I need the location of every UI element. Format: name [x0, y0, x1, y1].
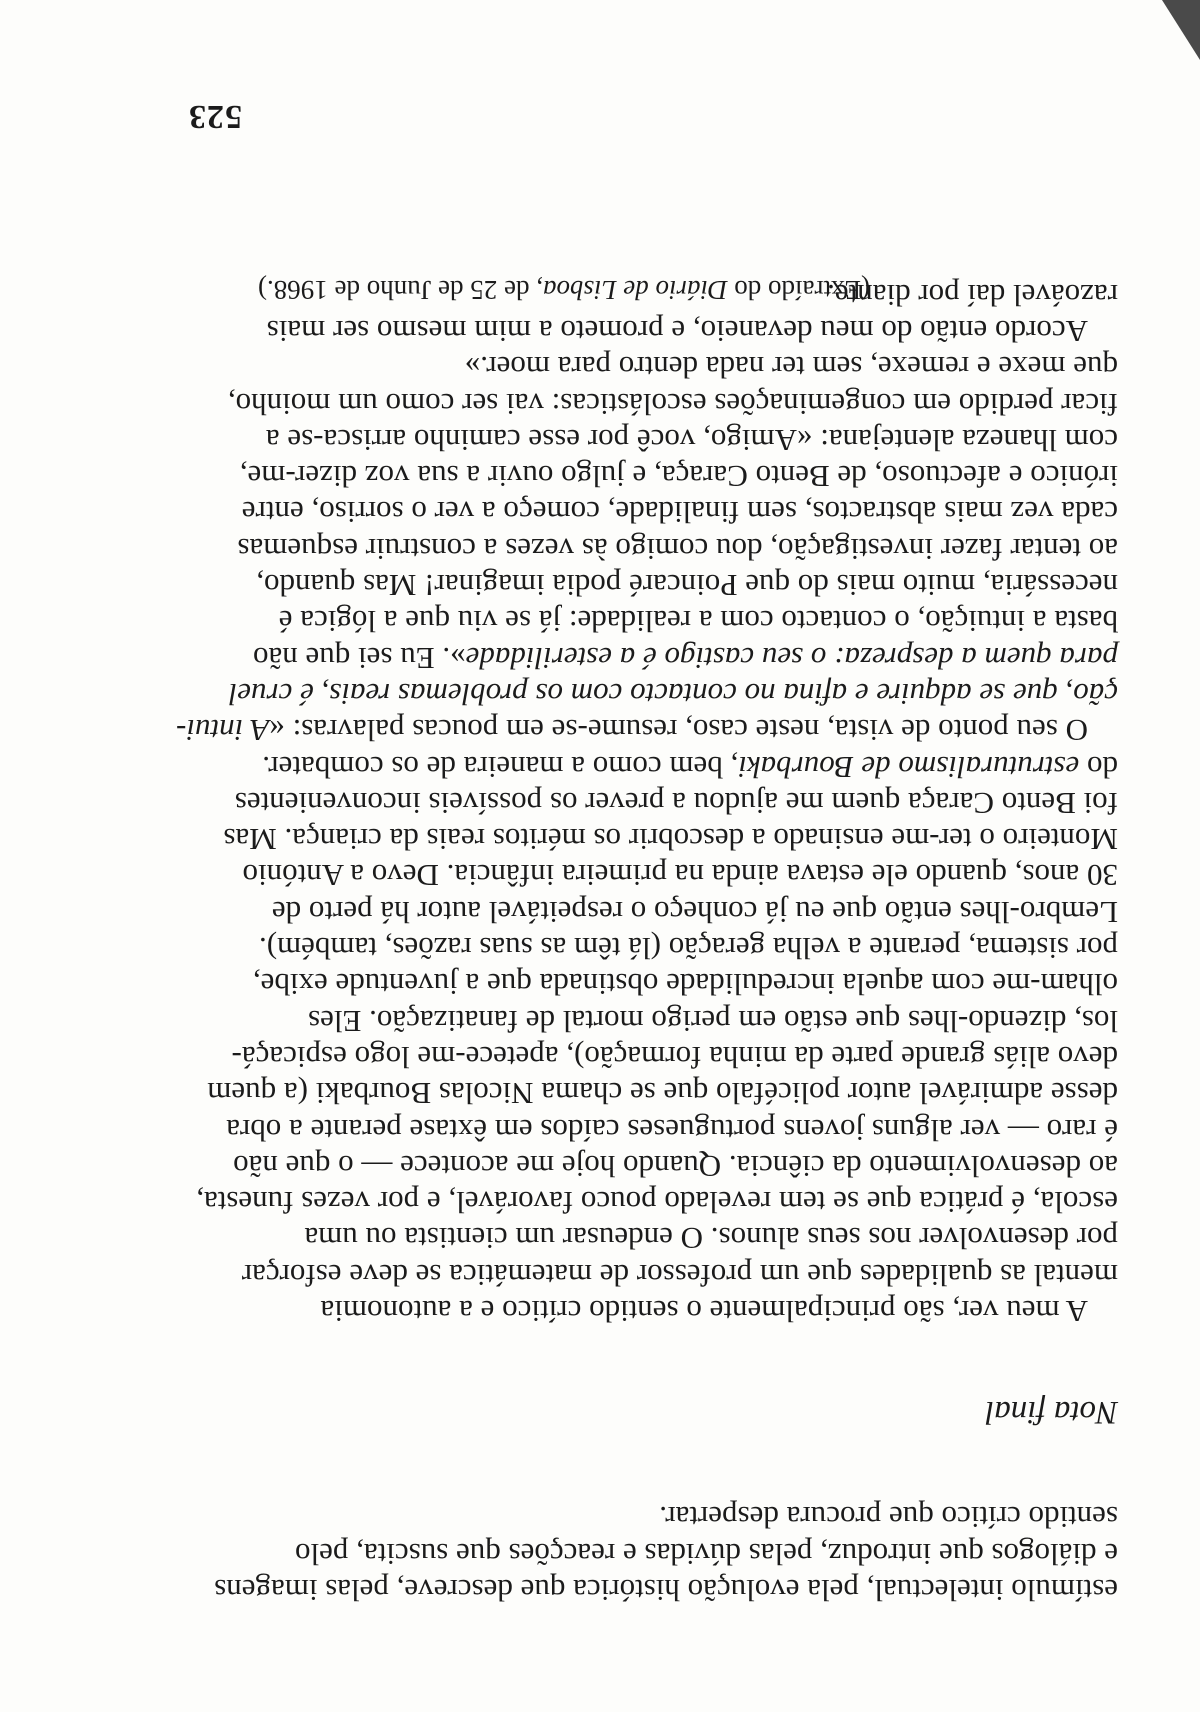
- text-line: Acordo então do meu devaneio, e prometo a mim mesmo ser mais: [266, 313, 1088, 349]
- text-line: sentido crítico que procura despertar.: [659, 1500, 1118, 1536]
- text-line: [106, 639, 1118, 675]
- italic-fragment: para quem a despreza: o seu castigo é a esterilidade: [465, 640, 1118, 676]
- text-line: que mexe e remexe, sem ter nada dentro para moer.»: [464, 350, 1118, 386]
- text-line: [106, 676, 1118, 712]
- text-line: ao tentar fazer investigação, dou comigo às vezes a construir esquemas: [237, 531, 1118, 567]
- text-line: estímulo intelectual, pela evolução histórica que descreve, pelas imagens: [214, 1573, 1118, 1608]
- text-line: escola, é prática que se tem revelado pouco favorável, e por vezes funesta,: [196, 1185, 1118, 1221]
- text-line: basta a intuição, o contacto com a realidade: já se viu que a lógica é: [278, 604, 1118, 640]
- text-line: Monteiro o ter-me ensinado a descobrir os méritos reais da criança. Mas: [223, 822, 1118, 858]
- text-line: por sistema, perante a velha geração (lá têm as suas razões, também).: [258, 931, 1118, 967]
- text-line: 30 anos, quando ele estava ainda na primeira infância. Devo a António: [242, 858, 1118, 894]
- text-line: ficar perdido em congeminações escolásticas: vai ser como um moinho,: [227, 386, 1118, 422]
- text-line: com lhaneza alentejana: «Amigo, você por esse caminho arrisca-se a: [265, 422, 1118, 458]
- italic-fragment: estruturalismo de Bourbaki: [738, 749, 1080, 785]
- text-fragment: O seu ponto de vista, neste caso, resume-se em poucas palavras: «: [269, 713, 1088, 749]
- italic-fragment: A intui-: [176, 713, 270, 749]
- text-fragment: , de 25 de Junho de 1968.): [258, 275, 543, 305]
- page-number: 523: [188, 98, 242, 135]
- text-line: irónico e afectuoso, de Bento Caraça, e julgo ouvir a sua voz dizer-me,: [239, 459, 1118, 495]
- text-line: devo aliás grande parte da minha formação), apetece-me logo espicaçá-: [231, 1039, 1118, 1075]
- text-line: necessária, muito mais do que Poincaré podia imaginar! Mas quando,: [256, 568, 1118, 604]
- text-fragment: , bem como a maneira de os combater.: [262, 749, 739, 785]
- text-line: e diálogos que introduz, pelas dúvidas e reacções que suscita, pelo: [295, 1536, 1118, 1572]
- text-line: [106, 748, 1118, 784]
- text-line: razoável daí por diante.: [827, 277, 1118, 313]
- text-fragment: do: [1079, 749, 1118, 785]
- text-line: Lembro-lhes então que eu já conheço o respeitável autor há perto de: [271, 894, 1118, 930]
- text-fragment: ». Eu sei que não: [253, 640, 466, 676]
- section-heading: Nota final: [985, 1394, 1118, 1430]
- text-line: A meu ver, são principalmente o sentido crítico e a autonomia: [320, 1294, 1088, 1329]
- italic-fragment: ção, que se adquire e afina no contacto com os problemas reais, é cruel: [228, 676, 1118, 712]
- text-line: é raro — ver alguns jovens portugueses caídos em êxtase perante a obra: [226, 1112, 1118, 1148]
- text-line: mental as qualidades que um professor de matemática se deve esforçar: [241, 1257, 1118, 1293]
- text-line: olham-me com aquela incredulidade obstinada que a juventude exibe,: [252, 967, 1118, 1003]
- text-line: cada vez mais abstractos, sem finalidade, começo a ver o sorriso, entre: [241, 495, 1118, 531]
- scan-corner-shadow: [1162, 0, 1200, 60]
- section-body: [106, 276, 1118, 1329]
- text-fragment: (Extraído do: [727, 275, 870, 305]
- source-caption: [258, 274, 870, 305]
- italic-fragment: Diário de Lisboa: [543, 275, 728, 305]
- text-line: foi Bento Caraça quem me ajudou a prever os possíveis inconvenientes: [234, 785, 1118, 821]
- text-line: ao desenvolvimento da ciência. Quando hoje me acontece — o que não: [233, 1148, 1118, 1184]
- text-line: desse admirável autor policéfalo que se chama Nicolas Bourbaki (a quem: [207, 1076, 1118, 1112]
- text-line: los, dizendo-lhes que estão em perigo mortal de fanatização. Eles: [308, 1003, 1118, 1039]
- text-line: por desenvolver nos seus alunos. O endeusar um cientista ou uma: [304, 1221, 1118, 1257]
- intro-continuation: [106, 1499, 1118, 1608]
- text-line: [106, 712, 1118, 748]
